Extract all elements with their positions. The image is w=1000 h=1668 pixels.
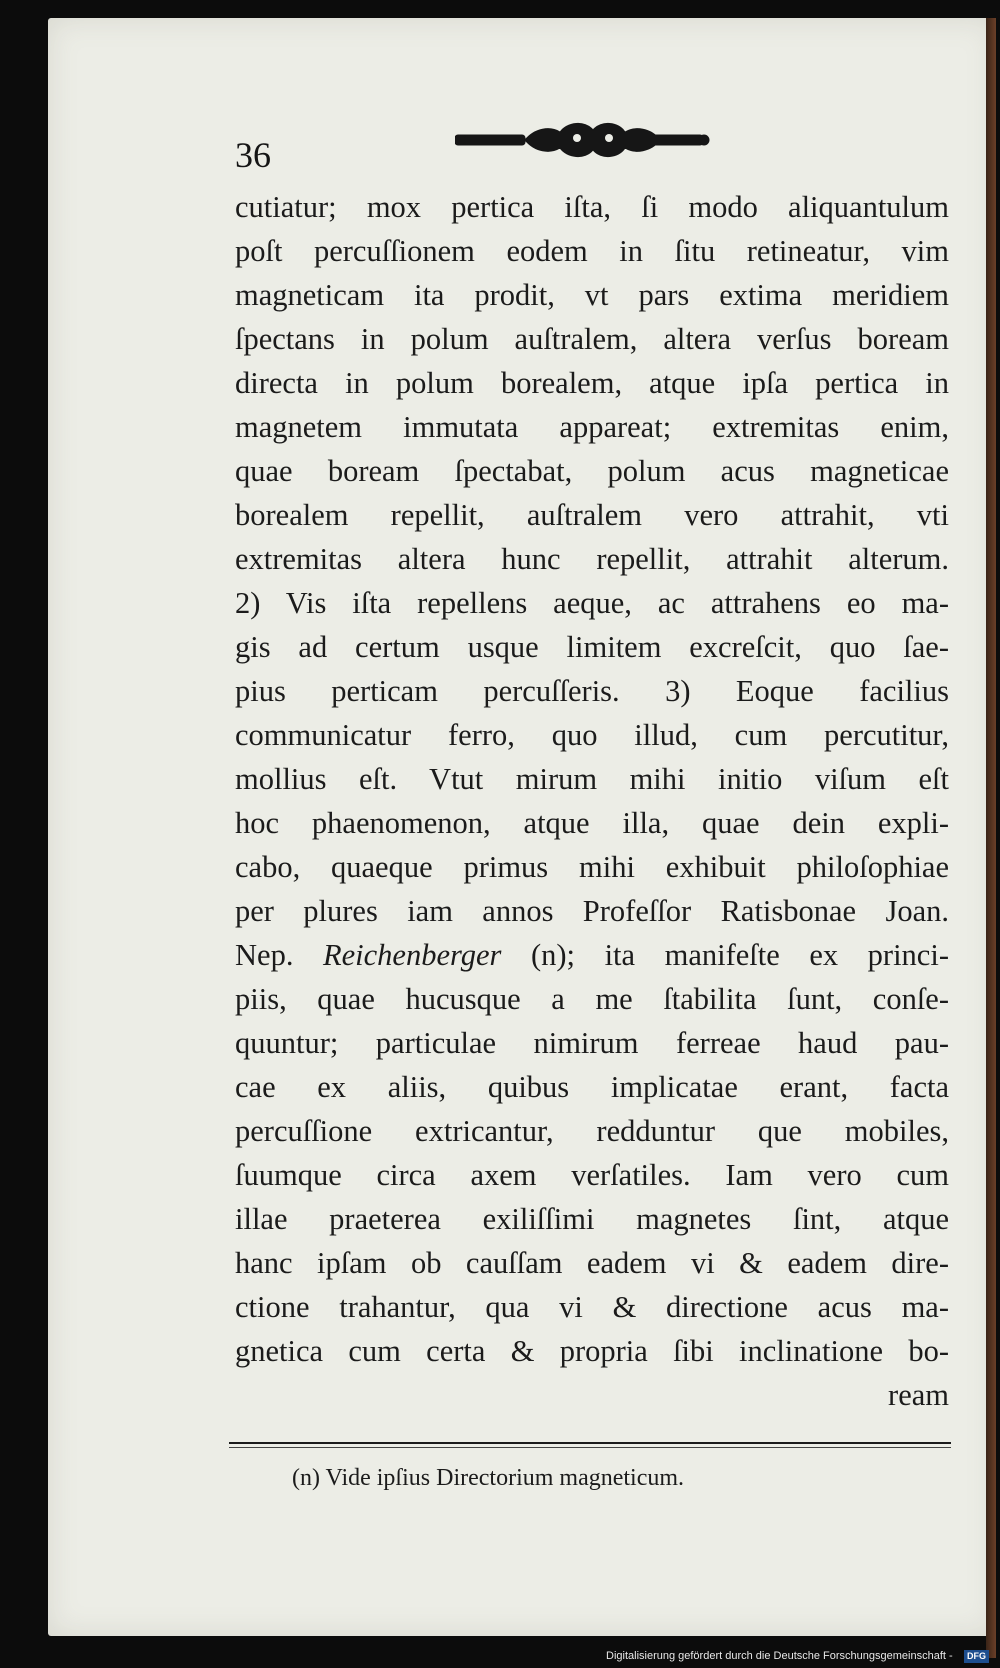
catchword: ream xyxy=(888,1378,949,1412)
text-line: per plures iam annos Profeſſor Ratisbonae Joan. xyxy=(235,894,949,928)
text-line: ctione trahantur, qua vi & directione acus ma- xyxy=(235,1290,949,1324)
text-line: extremitas altera hunc repellit, attrahit alterum. xyxy=(235,542,949,576)
book-edge xyxy=(986,18,996,1658)
text-line: hanc ipſam ob cauſſam eadem vi & eadem dire- xyxy=(235,1246,949,1280)
footnote-rule-thin xyxy=(229,1447,951,1448)
text-line: cutiatur; mox pertica iſta, ſi modo aliquantulum xyxy=(235,190,949,224)
ornament-icon xyxy=(455,118,710,162)
text-line: quae boream ſpectabat, polum acus magneticae xyxy=(235,454,949,488)
text-line: percuſſione extricantur, redduntur que mobiles, xyxy=(235,1114,949,1148)
digitization-credit: Digitalisierung gefördert durch die Deutsche Forschungsgemeinschaft - xyxy=(606,1650,953,1662)
dfg-logo: DFG xyxy=(964,1650,989,1663)
footnote: (n) Vide ipſius Directorium magneticum. xyxy=(292,1465,685,1491)
text-line: hoc phaenomenon, atque illa, quae dein expli- xyxy=(235,806,949,840)
page-number: 36 xyxy=(235,135,271,175)
body-text xyxy=(235,185,949,1417)
text-line: ſpectans in polum auſtralem, altera verſus boream xyxy=(235,322,949,356)
text-line: cae ex aliis, quibus implicatae erant, facta xyxy=(235,1070,949,1104)
text-line-reichenberger xyxy=(235,933,949,977)
text-line: pius perticam percuſſeris. 3) Eoque facilius xyxy=(235,674,949,708)
text-line: piis, quae hucusque a me ſtabilita ſunt, conſe- xyxy=(235,982,949,1016)
text-line: ſuumque circa axem verſatiles. Iam vero cum xyxy=(235,1158,949,1192)
text-line: directa in polum borealem, atque ipſa pertica in xyxy=(235,366,949,400)
text-line: poſt percuſſionem eodem in ſitu retineatur, vim xyxy=(235,234,949,268)
line-end: (n); ita manifeſte ex princi- xyxy=(501,938,949,972)
author-name: Reichenberger xyxy=(323,938,502,972)
footnote-rule xyxy=(229,1442,951,1444)
text-line: 2) Vis iſta repellens aeque, ac attrahens eo ma- xyxy=(235,586,949,620)
text-line: borealem repellit, auſtralem vero attrahit, vti xyxy=(235,498,949,532)
text-line: gnetica cum certa & propria ſibi inclinatione bo- xyxy=(235,1334,949,1368)
text-line: quuntur; particulae nimirum ferreae haud pau- xyxy=(235,1026,949,1060)
text-line: illae praeterea exiliſſimi magnetes ſint, atque xyxy=(235,1202,949,1236)
text-line: communicatur ferro, quo illud, cum percutitur, xyxy=(235,718,949,752)
text-line: gis ad certum usque limitem excreſcit, quo ſae- xyxy=(235,630,949,664)
line-start: Nep. xyxy=(235,938,323,972)
text-line: magneticam ita prodit, vt pars extima meridiem xyxy=(235,278,949,312)
text-line: cabo, quaeque primus mihi exhibuit philoſophiae xyxy=(235,850,949,884)
text-line: mollius eſt. Vtut mirum mihi initio viſum eſt xyxy=(235,762,949,796)
text-line: magnetem immutata appareat; extremitas enim, xyxy=(235,410,949,444)
